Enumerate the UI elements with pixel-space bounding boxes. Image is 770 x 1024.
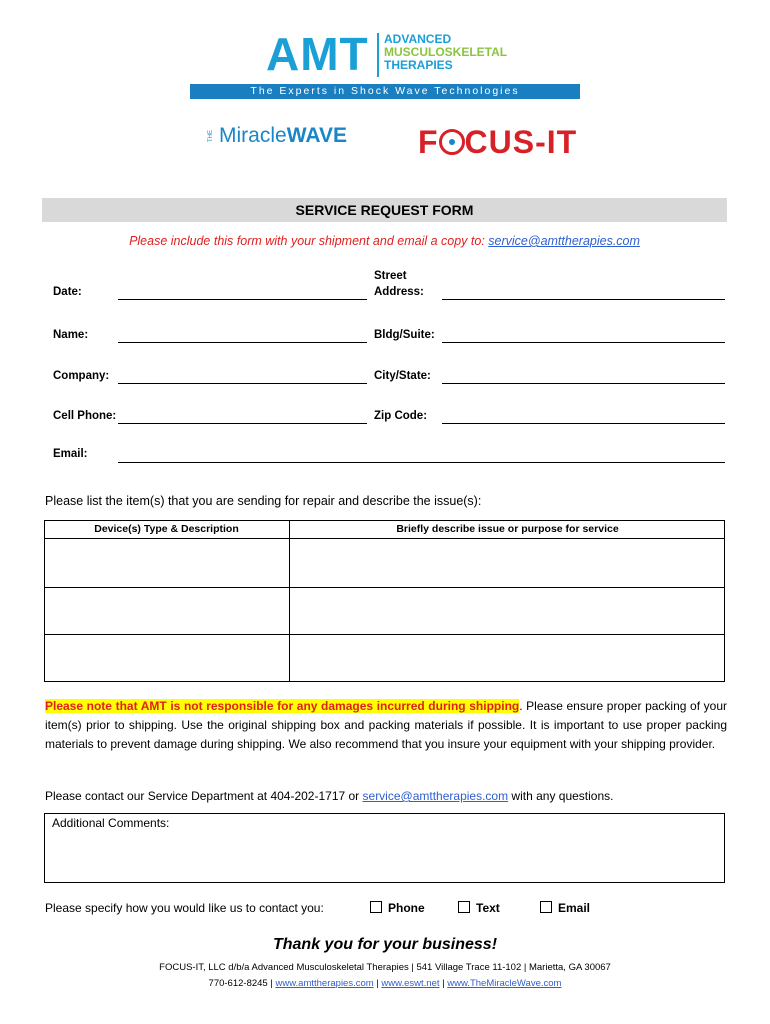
issue-cell[interactable] (290, 588, 725, 634)
shipping-note-body: . Please ensure proper packing of your item(s) prior to shipping. Use the original shipping box and packing materials if possible. It is important to use proper packing materials to prevent damage during shipping. We also recommend that you insure your equipment with your shipping provider. (45, 699, 727, 751)
tagline-banner: The Experts in Shock Wave Technologies (190, 84, 580, 99)
miraclewave-logo (205, 124, 347, 148)
zip-code-field[interactable] (442, 423, 725, 424)
table-header-device: Device(s) Type & Description (94, 523, 239, 535)
device-cell[interactable] (45, 635, 289, 681)
email-field[interactable] (118, 462, 725, 463)
cell-phone-field[interactable] (118, 423, 367, 424)
footer-phone: 770-612-8245 | (208, 978, 276, 989)
phone-option-label: Phone (388, 901, 425, 915)
name-label: Name: (53, 329, 89, 341)
items-intro: Please list the item(s) that you are sending for repair and describe the issue(s): (45, 494, 482, 508)
street-label-2: Address: (374, 286, 424, 298)
focus-it-target-icon (439, 129, 465, 155)
email-option-label: Email (558, 901, 591, 915)
footer-link-miraclewave[interactable]: www.TheMiracleWave.com (447, 978, 562, 989)
focus-it-f: F (418, 124, 439, 160)
instruction-label: Please include this form with your shipment and email a copy to: (129, 234, 489, 248)
company-label: Company: (53, 370, 110, 382)
date-field[interactable] (118, 299, 367, 300)
amt-logo-subtitle (384, 33, 507, 72)
contact-line (45, 789, 614, 803)
email-checkbox[interactable] (540, 901, 552, 913)
city-state-field[interactable] (442, 383, 725, 384)
text-option-label: Text (476, 901, 500, 915)
footer-separator: | (439, 978, 448, 989)
cell-phone-label: Cell Phone: (53, 410, 117, 422)
thank-you-text: Thank you for your business! (272, 936, 498, 953)
focus-it-rest: CUS-IT (464, 124, 578, 160)
footer-links (0, 978, 770, 989)
amt-logo-line1: ADVANCED (384, 32, 452, 46)
phone-checkbox[interactable] (370, 901, 382, 913)
date-label: Date: (53, 286, 82, 298)
bldg-suite-field[interactable] (442, 342, 725, 343)
zip-code-label: Zip Code: (374, 410, 428, 422)
contact-email-link[interactable]: service@amttherapies.com (362, 789, 509, 803)
contact-preference-label: Please specify how you would like us to contact you: (45, 901, 324, 915)
amt-logo-text: AMT (266, 28, 369, 80)
contact-post: with any questions. (508, 789, 614, 803)
text-option[interactable] (458, 901, 500, 915)
contact-pre: Please contact our Service Department at 404-202-1717 or (45, 789, 363, 803)
instruction-text (42, 234, 727, 248)
email-label: Email: (53, 448, 88, 460)
amt-logo-divider (377, 33, 379, 77)
city-state-label: City/State: (374, 370, 431, 382)
device-cell[interactable] (45, 539, 289, 587)
instruction-email-link[interactable]: service@amttherapies.com (488, 234, 640, 248)
footer-separator: | (373, 978, 382, 989)
amt-logo-line2: MUSCULOSKELETAL (384, 45, 508, 59)
footer-link-eswt[interactable]: www.eswt.net (381, 978, 440, 989)
additional-comments-label: Additional Comments: (52, 816, 170, 830)
miraclewave-miracle: Miracle (219, 124, 287, 147)
bldg-suite-label: Bldg/Suite: (374, 329, 435, 341)
issue-cell[interactable] (290, 635, 725, 681)
street-label-1: Street (374, 270, 407, 282)
miraclewave-the: THE (208, 130, 214, 143)
footer-address: FOCUS-IT, LLC d/b/a Advanced Musculoskeletal Therapies | 541 Village Trace 11-102 | Marietta, GA 30067 (159, 962, 611, 973)
street-address-field[interactable] (442, 299, 725, 300)
focus-it-logo (418, 124, 577, 161)
page-title: SERVICE REQUEST FORM (295, 202, 474, 218)
shipping-note (45, 697, 727, 754)
issue-cell[interactable] (290, 539, 725, 587)
email-option[interactable] (540, 901, 590, 915)
amt-logo-line3: THERAPIES (384, 58, 453, 72)
footer-link-amttherapies[interactable]: www.amttherapies.com (275, 978, 374, 989)
name-field[interactable] (118, 342, 367, 343)
text-checkbox[interactable] (458, 901, 470, 913)
phone-option[interactable] (370, 901, 425, 915)
shipping-warning: Please note that AMT is not responsible for any damages incurred during shipping (45, 699, 520, 713)
company-field[interactable] (118, 383, 367, 384)
device-cell[interactable] (45, 588, 289, 634)
table-header-issue: Briefly describe issue or purpose for service (396, 523, 619, 535)
miraclewave-wave: WAVE (286, 124, 347, 147)
